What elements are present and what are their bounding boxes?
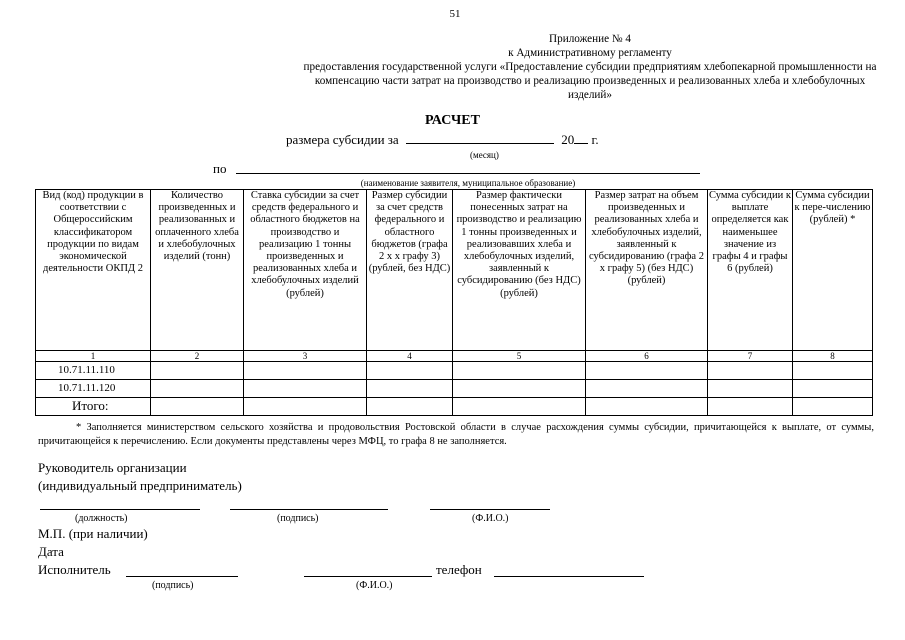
table-cell[interactable] (793, 362, 873, 380)
executor-fio-field[interactable] (304, 576, 432, 577)
stamp-label: М.П. (при наличии) (38, 526, 148, 541)
table-cell[interactable] (453, 398, 586, 416)
table-cell[interactable] (586, 362, 708, 380)
subtitle-suffix: г. (591, 132, 599, 147)
header-cell: Сумма субсидии к пере-числению (рублей) * (793, 190, 873, 351)
column-number: 4 (367, 351, 453, 362)
table-cell[interactable] (708, 398, 793, 416)
annex-line-2: к Административному регламенту (508, 47, 672, 59)
product-code: 10.71.11.110 (36, 362, 151, 380)
phone-label: телефон (436, 562, 482, 577)
header-cell: Количество произведенных и реализованных и оплаченного хлеба и хлебобулочных изделий (тонн) (151, 190, 244, 351)
table-cell[interactable] (586, 398, 708, 416)
column-number: 6 (586, 351, 708, 362)
table-cell[interactable] (151, 380, 244, 398)
table-cell[interactable] (367, 362, 453, 380)
head-label-2: (индивидуальный предприниматель) (38, 478, 242, 493)
column-number: 7 (708, 351, 793, 362)
table-row (36, 380, 873, 398)
fio-field[interactable] (430, 509, 550, 510)
table-number-row (36, 351, 873, 362)
table-cell[interactable] (151, 362, 244, 380)
table-cell[interactable] (586, 380, 708, 398)
date-label: Дата (38, 544, 64, 559)
year-field[interactable] (574, 131, 588, 144)
position-label: (должность) (75, 513, 128, 524)
table-cell[interactable] (151, 398, 244, 416)
column-number: 1 (36, 351, 151, 362)
executor-fio-label: (Ф.И.О.) (356, 580, 393, 591)
position-field[interactable] (40, 509, 200, 510)
head-label-1: Руководитель организации (38, 460, 187, 475)
executor-sign-label: (подпись) (152, 580, 194, 591)
table-cell[interactable] (244, 362, 367, 380)
month-field[interactable] (406, 131, 554, 144)
annex-line-1: Приложение № 4 (549, 33, 631, 45)
table-cell[interactable] (793, 398, 873, 416)
table-total-row (36, 398, 873, 416)
page-number: 51 (449, 8, 461, 20)
annex-line-3: предоставления государственной услуги «Предоставление субсидии предприятиям хлебопекарной промышленности на компенсацию части затрат на производство и реализацию произведенных и реализованных хлеба и хлебобулочных изделий» (303, 61, 877, 101)
column-number: 3 (244, 351, 367, 362)
footnote: * Заполняется министерством сельского хозяйства и продовольствия Ростовской области в случае расхождения суммы субсидии, причитающейся к выплате, от суммы, причитающейся к перечислению. Если документы представлены через МФЦ, то графа 8 не заполняется. (38, 422, 874, 447)
product-code: 10.71.11.120 (36, 380, 151, 398)
header-cell: Размер субсидии за счет средств федерального и областного бюджетов (графа 2 х х графу 3) (рублей, без НДС) (367, 190, 453, 351)
table-cell[interactable] (367, 380, 453, 398)
table-cell[interactable] (453, 380, 586, 398)
document-title: РАСЧЕТ (425, 113, 480, 128)
total-label: Итого: (36, 398, 151, 416)
po-label: по (213, 161, 227, 176)
applicant-label: (наименование заявителя, муниципальное образование) (360, 178, 576, 188)
sign-label: (подпись) (277, 513, 319, 524)
table-cell[interactable] (708, 362, 793, 380)
executor-label: Исполнитель (38, 562, 111, 577)
table-row (36, 362, 873, 380)
applicant-field[interactable] (236, 173, 700, 174)
phone-field[interactable] (494, 576, 644, 577)
subsidy-table (35, 189, 873, 416)
header-cell: Вид (код) продукции в соответствии с Общероссийским классификатором продукции по видам экономической деятельности ОКПД 2 (36, 190, 151, 351)
table-cell[interactable] (708, 380, 793, 398)
subtitle-line (286, 131, 599, 148)
table-cell[interactable] (244, 380, 367, 398)
month-label: (месяц) (470, 150, 499, 160)
subtitle-year: 20 (561, 132, 575, 147)
header-cell: Ставка субсидии за счет средств федерального и областного бюджетов на производство и реализацию 1 тонны произведенных и реализованных хлеба и хлебобулочных изделий (рублей) (244, 190, 367, 351)
header-cell: Размер затрат на объем произведенных и реализованных хлеба и хлебобулочных изделий, заявленный к субсидированию (графа 2 х графу 5) (без НДС) (рублей) (586, 190, 708, 351)
table-cell[interactable] (793, 380, 873, 398)
executor-sign-field[interactable] (126, 576, 238, 577)
subtitle-prefix: размера субсидии за (286, 132, 399, 147)
table-header-row (36, 190, 873, 351)
signature-field[interactable] (230, 509, 388, 510)
header-cell: Размер фактически понесенных затрат на производство и реализацию 1 тонны произведенных и реализовавших хлеба и хлебобулочных изделий, заявленный к субсидированию (без НДС) (рублей) (453, 190, 586, 351)
annex-header (300, 32, 880, 102)
table-cell[interactable] (453, 362, 586, 380)
table-cell[interactable] (244, 398, 367, 416)
column-number: 8 (793, 351, 873, 362)
table-cell[interactable] (367, 398, 453, 416)
header-cell: Сумма субсидии к выплате определяется как наименьшее значение из графы 4 и графы 6 (рублей) (708, 190, 793, 351)
column-number: 5 (453, 351, 586, 362)
column-number: 2 (151, 351, 244, 362)
fio-label: (Ф.И.О.) (472, 513, 509, 524)
